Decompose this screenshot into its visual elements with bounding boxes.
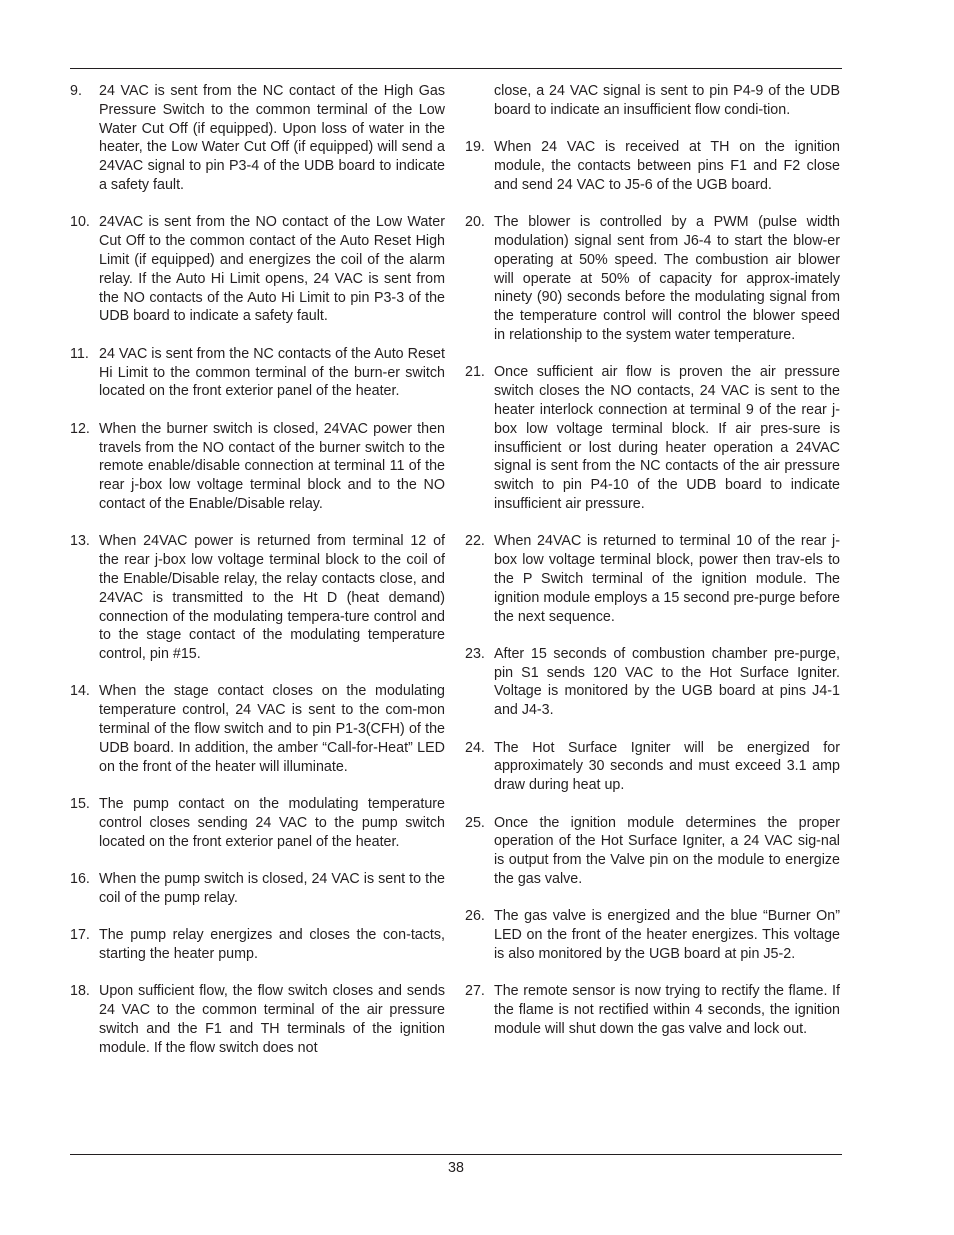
list-item	[70, 532, 445, 664]
item-text: When the stage contact closes on the modulating temperature control, 24 VAC is sent to the com-mon terminal of the flow switch and to pin P1-3(CFH) of the UDB board. In addition, the amber “Call-for-Heat” LED on the front of the heater will illuminate.	[99, 683, 445, 775]
item-number: 11.	[70, 345, 89, 362]
list-item	[465, 532, 840, 626]
item-number: 17.	[70, 927, 90, 944]
item-text: Once sufficient air flow is proven the air pressure switch closes the NO contacts, 24 VAC is sent to the heater interlock connection at terminal 9 of the rear j-box low voltage terminal block. If air pres-sure is insufficient or lost during heater operation a 24VAC signal is sent from the NC contacts of the air pressure switch to pin P4-10 of the UDB board to indicate insufficient air pressure.	[494, 364, 840, 512]
list-item	[70, 795, 445, 851]
list-item	[465, 739, 840, 795]
item-number: 15.	[70, 796, 90, 813]
item-number: 10.	[70, 214, 90, 231]
item-text: The Hot Surface Igniter will be energized for approximately 30 seconds and must exceed 3.1 amp draw during heat up.	[494, 739, 840, 794]
list-item	[70, 926, 445, 964]
item-number: 24.	[465, 739, 485, 756]
list-item	[70, 682, 445, 776]
item-text: The pump relay energizes and closes the con-tacts, starting the heater pump.	[99, 927, 445, 963]
list-item	[465, 645, 840, 720]
item-text: When the burner switch is closed, 24VAC power then travels from the NO contact of the burner switch to the remote enable/disable connection at terminal 11 of the rear j-box low voltage terminal block and to the NO contact of the Enable/Disable relay.	[99, 420, 445, 512]
item-text: 24 VAC is sent from the NC contact of the High Gas Pressure Switch to the common terminal of the Low Water Cut Off (if equipped). Upon loss of water in the heater, the Low Water Cut Off (if equipped) will send a 24VAC signal to pin P3-4 of the UDB board to indicate a safety fault.	[99, 83, 445, 193]
list-item	[465, 982, 840, 1038]
list-item	[70, 420, 445, 514]
item-number: 22.	[465, 533, 485, 550]
list-item	[465, 138, 840, 194]
header-rule	[70, 68, 842, 69]
item-number: 9.	[70, 83, 82, 99]
item-text: The remote sensor is now trying to rectify the flame. If the flame is not rectified within 4 seconds, the ignition module will shut down the gas valve and lock out.	[494, 983, 840, 1038]
item-text: When 24VAC is returned to terminal 10 of the rear j-box low voltage terminal block, power then trav-els to the P Switch terminal of the ignition module. The ignition module employs a 15 second pre-purge before the next sequence.	[494, 533, 840, 625]
list-item	[465, 814, 840, 889]
list-item	[70, 982, 445, 1057]
item-text: After 15 seconds of combustion chamber pre-purge, pin S1 sends 120 VAC to the Hot Surface Igniter. Voltage is monitored by the UGB board at pins J4-1 and J4-3.	[494, 645, 840, 719]
item-number: 19.	[465, 139, 485, 156]
item-number: 23.	[465, 645, 485, 662]
item-text: When the pump switch is closed, 24 VAC is sent to the coil of the pump relay.	[99, 871, 445, 906]
item-text: When 24VAC power is returned from terminal 12 of the rear j-box low voltage terminal block to the coil of the Enable/Disable relay, the relay contacts close, and 24VAC is transmitted to the Ht D (heat demand) connection of the modulating tempera-ture control and to the stage contact of the modulating temperature control, pin #15.	[99, 533, 445, 663]
item-text: Upon sufficient flow, the flow switch closes and sends 24 VAC to the common terminal of the air pressure switch and the F1 and TH terminals of the ignition module. If the flow switch does not	[99, 983, 445, 1056]
list-item	[465, 363, 840, 513]
item-number: 21.	[465, 364, 485, 381]
item-text: When 24 VAC is received at TH on the ignition module, the contacts between pins F1 and F2 close and send 24 VAC to J5-6 of the UGB board.	[494, 139, 840, 193]
item-number: 14.	[70, 683, 90, 700]
item-18-continuation: close, a 24 VAC signal is sent to pin P4-9 of the UDB board to indicate an insufficient flow condi-tion.	[494, 83, 840, 118]
item-number: 12.	[70, 420, 90, 437]
item-text: The gas valve is energized and the blue “Burner On” LED on the front of the heater energizes. This voltage is also monitored by the UGB board at pin J5-2.	[494, 908, 840, 963]
item-text: The blower is controlled by a PWM (pulse width modulation) signal sent from J6-4 to start the blow-er operating at 50% speed. The combustion air blower will operate at 50% of capacity for approx-imately ninety (90) seconds before the modulating signal from the temperature control will control the blower speed in relationship to the system water temperature.	[494, 214, 840, 343]
page-number: 38	[448, 1160, 464, 1176]
item-number: 26.	[465, 908, 485, 925]
item-number: 20.	[465, 214, 485, 231]
list-item	[70, 345, 445, 401]
left-column	[70, 82, 445, 1076]
item-number: 18.	[70, 983, 90, 1000]
list-item	[70, 82, 445, 195]
footer-rule	[70, 1154, 842, 1155]
item-number: 13.	[70, 533, 90, 550]
item-number: 16.	[70, 871, 90, 888]
list-item	[465, 907, 840, 963]
list-item	[465, 213, 840, 345]
list-item	[70, 213, 445, 326]
item-text: 24VAC is sent from the NO contact of the Low Water Cut Off to the common contact of the Auto Reset High Limit (if equipped) and energizes the coil of the alarm relay. If the Auto Hi Limit opens, 24 VAC is sent from the NO contacts of the Auto Hi Limit to pin P3-3 of the UDB board to indicate a safety fault.	[99, 214, 445, 325]
item-number: 27.	[465, 983, 485, 1000]
item-number: 25.	[465, 814, 485, 831]
item-text: The pump contact on the modulating temperature control closes sending 24 VAC to the pump switch located on the front exterior panel of the heater.	[99, 796, 445, 850]
list-item	[70, 870, 445, 908]
item-text: Once the ignition module determines the proper operation of the Hot Surface Igniter, a 24 VAC sig-nal is output from the Valve pin on the module to energize the gas valve.	[494, 814, 840, 888]
right-column	[465, 82, 840, 1057]
item-text: 24 VAC is sent from the NC contacts of the Auto Reset Hi Limit to the common terminal of the burn-er switch located on the front exterior panel of the heater.	[99, 345, 445, 400]
